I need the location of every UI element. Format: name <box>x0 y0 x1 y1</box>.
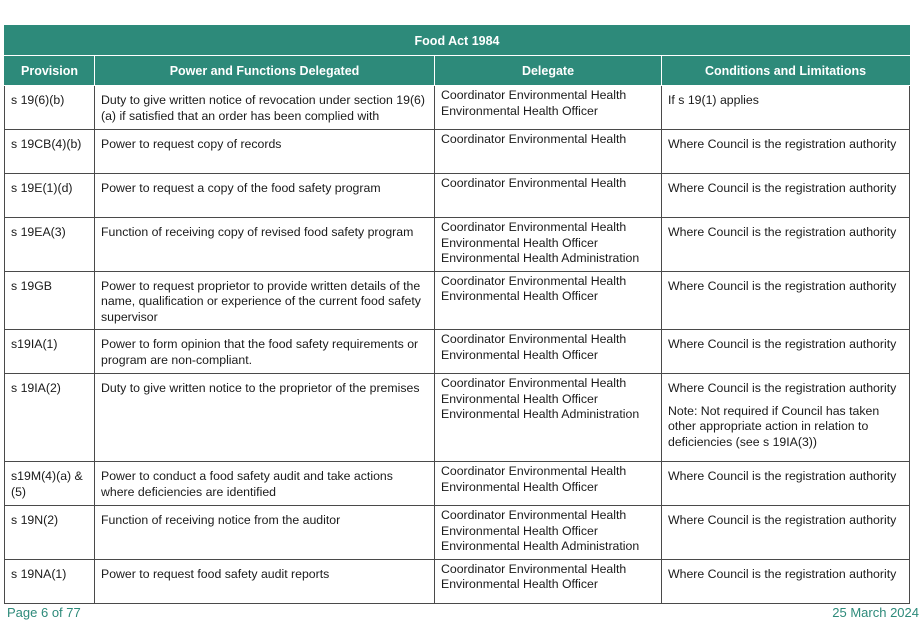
delegation-table <box>4 25 910 604</box>
provision-cell: s 19CB(4)(b) <box>5 130 95 174</box>
condition-text: Where Council is the registration authority <box>668 566 897 581</box>
condition-text: Where Council is the registration authority <box>668 225 897 239</box>
column-header-provision: Provision <box>5 56 95 86</box>
table-row <box>5 462 910 506</box>
delegate-cell <box>435 374 662 462</box>
table-row <box>5 271 910 330</box>
power-cell: Function of receiving notice from the auditor <box>95 506 435 560</box>
column-header-delegate: Delegate <box>435 56 662 86</box>
condition-cell <box>662 86 910 130</box>
condition-text: Where Council is the registration authority <box>668 337 897 351</box>
condition-text: Where Council is the registration authority <box>668 278 897 293</box>
document-date: 25 March 2024 <box>832 605 919 620</box>
delegate-cell <box>435 174 662 218</box>
delegate-item: Coordinator Environmental Health <box>441 508 627 522</box>
delegate-item: Environmental Health Officer <box>441 523 598 538</box>
table-row <box>5 130 910 174</box>
delegate-cell <box>435 559 662 603</box>
provision-cell: s 19N(2) <box>5 506 95 560</box>
condition-text: Where Council is the registration authority <box>668 513 897 527</box>
delegate-item: Environmental Health Officer <box>441 103 598 118</box>
delegate-item: Coordinator Environmental Health <box>441 220 627 234</box>
condition-cell <box>662 130 910 174</box>
provision-cell: s 19(6)(b) <box>5 86 95 130</box>
power-cell: Function of receiving copy of revised food safety program <box>95 218 435 272</box>
condition-cell <box>662 271 910 330</box>
delegate-cell <box>435 271 662 330</box>
power-cell: Power to request food safety audit reports <box>95 559 435 603</box>
power-cell: Power to form opinion that the food safety requirements or program are non-compliant. <box>95 330 435 374</box>
delegate-cell <box>435 330 662 374</box>
power-cell: Duty to give written notice to the proprietor of the premises <box>95 374 435 462</box>
page-number: Page 6 of 77 <box>7 605 81 620</box>
delegate-item: Environmental Health Officer <box>441 391 598 406</box>
provision-cell: s19M(4)(a) & (5) <box>5 462 95 506</box>
condition-cell <box>662 374 910 462</box>
delegate-cell <box>435 130 662 174</box>
delegate-item: Environmental Health Administration <box>441 251 640 265</box>
power-cell: Power to conduct a food safety audit and take actions where deficiencies are identified <box>95 462 435 506</box>
condition-cell <box>662 174 910 218</box>
delegate-item: Coordinator Environmental Health <box>441 132 627 146</box>
table-row <box>5 374 910 462</box>
delegate-item: Coordinator Environmental Health <box>441 376 627 390</box>
column-header-conditions: Conditions and Limitations <box>662 56 910 86</box>
power-cell: Power to request copy of records <box>95 130 435 174</box>
table-row <box>5 218 910 272</box>
provision-cell: s 19IA(2) <box>5 374 95 462</box>
delegate-item: Environmental Health Administration <box>441 539 640 553</box>
table-row <box>5 506 910 560</box>
delegate-item: Coordinator Environmental Health <box>441 176 627 190</box>
condition-text: If s 19(1) applies <box>668 93 759 107</box>
power-cell: Duty to give written notice of revocation under section 19(6)(a) if satisfied that an order has been complied with <box>95 86 435 130</box>
provision-cell: s 19NA(1) <box>5 559 95 603</box>
delegate-item: Coordinator Environmental Health <box>441 464 627 478</box>
delegate-item: Coordinator Environmental Health <box>441 273 627 288</box>
delegate-item: Coordinator Environmental Health <box>441 561 627 576</box>
power-cell: Power to request proprietor to provide written details of the name, qualification or experience of the current food safety supervisor <box>95 271 435 330</box>
delegate-item: Coordinator Environmental Health <box>441 88 627 102</box>
delegate-item: Environmental Health Officer <box>441 577 598 591</box>
condition-cell <box>662 462 910 506</box>
provision-cell: s19IA(1) <box>5 330 95 374</box>
table-row <box>5 559 910 603</box>
table-title: Food Act 1984 <box>5 26 910 56</box>
condition-text: Where Council is the registration authority <box>668 469 897 483</box>
condition-text: Where Council is the registration authority <box>668 381 897 395</box>
delegate-item: Environmental Health Officer <box>441 479 598 494</box>
condition-text: Where Council is the registration authority <box>668 181 897 195</box>
delegate-item: Environmental Health Officer <box>441 235 598 250</box>
delegate-item: Environmental Health Officer <box>441 289 598 303</box>
condition-cell <box>662 559 910 603</box>
delegate-item: Environmental Health Officer <box>441 347 598 362</box>
provision-cell: s 19GB <box>5 271 95 330</box>
delegate-item: Environmental Health Administration <box>441 407 640 421</box>
provision-cell: s 19E(1)(d) <box>5 174 95 218</box>
column-header-power: Power and Functions Delegated <box>95 56 435 86</box>
delegate-cell <box>435 506 662 560</box>
condition-note: Note: Not required if Council has taken other appropriate action in relation to deficiencies (see s 19IA(3)) <box>668 403 880 449</box>
provision-cell: s 19EA(3) <box>5 218 95 272</box>
delegate-cell <box>435 86 662 130</box>
table-row <box>5 174 910 218</box>
condition-text: Where Council is the registration authority <box>668 137 897 151</box>
table-body <box>5 86 910 604</box>
condition-cell <box>662 506 910 560</box>
delegate-item: Coordinator Environmental Health <box>441 332 627 346</box>
delegate-cell <box>435 218 662 272</box>
table-row <box>5 86 910 130</box>
delegate-cell <box>435 462 662 506</box>
condition-cell <box>662 218 910 272</box>
power-cell: Power to request a copy of the food safety program <box>95 174 435 218</box>
table-row <box>5 330 910 374</box>
condition-cell <box>662 330 910 374</box>
